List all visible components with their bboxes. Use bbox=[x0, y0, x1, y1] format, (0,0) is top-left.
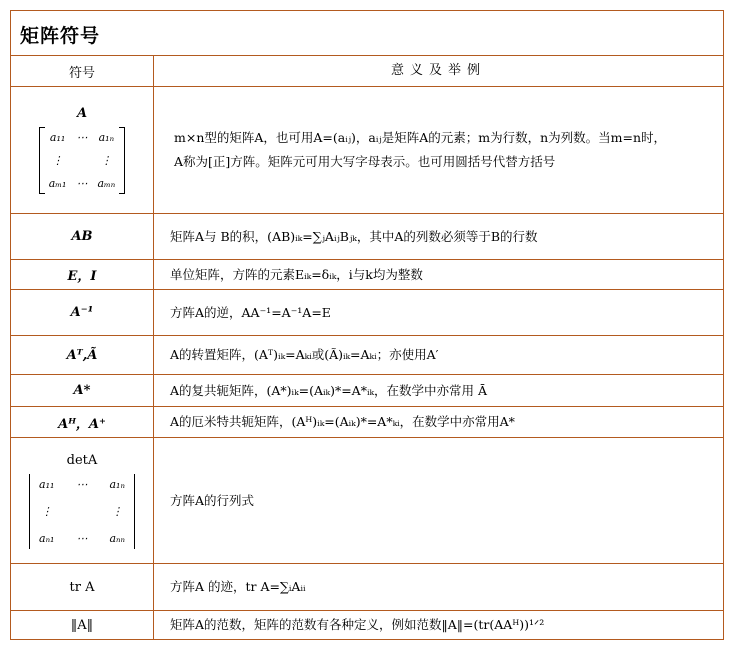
table-row bbox=[11, 336, 723, 375]
meaning-cell: 矩阵A的范数，矩阵的范数有各种定义，例如范数‖A‖=(tr(AAᴴ))¹ᐟ² bbox=[170, 617, 545, 633]
table-title-row bbox=[11, 11, 723, 56]
matrix-entry: aₘ₁ bbox=[48, 177, 67, 190]
symbol-label: A bbox=[76, 106, 88, 121]
meaning-cell: A的复共轭矩阵，(A*)ᵢₖ=(Aᵢₖ)*=A*ᵢₖ，在数学中亦常用 Ā bbox=[170, 382, 488, 398]
matrix-entry: aₙₙ bbox=[109, 531, 125, 545]
table-row bbox=[11, 407, 723, 438]
matrix-entry bbox=[76, 154, 87, 167]
symbol-cell: Aᴴ，A⁺ bbox=[58, 416, 106, 432]
meaning-cell: A的转置矩阵，(Aᵀ)ᵢₖ=Aₖᵢ或(Ã)ᵢₖ=Aₖᵢ；亦使用A′ bbox=[170, 347, 439, 363]
header-meaning: 意义及举例 bbox=[390, 62, 486, 78]
matrix-entry: a₁₁ bbox=[39, 477, 55, 491]
matrix-entry: ⋮ bbox=[52, 154, 64, 167]
symbol-cell bbox=[11, 438, 153, 563]
matrix-entry: aₙ₁ bbox=[39, 531, 55, 545]
matrix-entry: ⋮ bbox=[41, 504, 53, 518]
matrix-symbols-table bbox=[10, 10, 724, 640]
symbol-cell: tr A bbox=[69, 579, 95, 595]
matrix-entry: ⋯ bbox=[76, 477, 88, 491]
symbol-cell: A⁻¹ bbox=[70, 305, 94, 320]
matrix-entry: ⋯ bbox=[76, 177, 88, 190]
meaning-cell: 方阵A的逆，AA⁻¹=A⁻¹A=E bbox=[170, 304, 331, 320]
table-row bbox=[11, 214, 723, 260]
table-row bbox=[11, 87, 723, 214]
matrix-entry: ⋮ bbox=[111, 504, 123, 518]
header-symbol: 符号 bbox=[68, 65, 95, 81]
symbol-cell: A* bbox=[73, 383, 91, 398]
symbol-cell bbox=[11, 87, 153, 213]
meaning-cell: 矩阵A与 B的积，(AB)ᵢₖ=∑ⱼAᵢⱼBⱼₖ，其中A的列数必须等于B的行数 bbox=[170, 228, 538, 244]
meaning-cell: 方阵A的行列式 bbox=[170, 492, 255, 508]
matrix-entry: a₁ₙ bbox=[109, 477, 125, 491]
column-divider bbox=[153, 56, 154, 639]
matrix-entry bbox=[76, 505, 87, 518]
table-title: 矩阵符号 bbox=[20, 25, 101, 47]
matrix-entry: ⋯ bbox=[76, 131, 88, 144]
matrix-entry: a₁ₙ bbox=[98, 131, 115, 144]
table-row bbox=[11, 438, 723, 564]
table-row bbox=[11, 375, 723, 407]
table-row bbox=[11, 260, 723, 290]
matrix-entry: ⋯ bbox=[76, 531, 88, 545]
symbol-cell: ‖A‖ bbox=[70, 617, 94, 633]
matrix-entry: ⋮ bbox=[100, 154, 112, 167]
table-row bbox=[11, 564, 723, 611]
symbol-label: detA bbox=[66, 452, 98, 468]
meaning-cell bbox=[154, 87, 723, 213]
meaning-text: A称为[正]方阵。矩阵元可用大写字母表示。也可用圆括号代替方括号 bbox=[174, 154, 556, 169]
meaning-text: m×n型的矩阵A，也可用A=(aᵢⱼ)，aᵢⱼ是矩阵A的元素；m为行数，n为列数。当m=n时， bbox=[174, 130, 667, 146]
determinant-bars bbox=[24, 474, 140, 549]
symbol-cell: E，I bbox=[67, 269, 97, 284]
matrix-entry: aₘₙ bbox=[97, 177, 116, 190]
meaning-cell: 方阵A 的迹，tr A=∑ᵢAᵢᵢ bbox=[170, 579, 306, 595]
meaning-cell: 单位矩阵，方阵的元素Eᵢₖ=δᵢₖ，i与k均为整数 bbox=[170, 266, 423, 282]
symbol-cell: Aᵀ,Ã bbox=[66, 347, 98, 363]
matrix-entry: a₁₁ bbox=[49, 131, 66, 144]
table-row bbox=[11, 611, 723, 639]
meaning-cell: A的厄米特共轭矩阵，(Aᴴ)ᵢₖ=(Aᵢₖ)*=A*ₖᵢ，在数学中亦常用A* bbox=[170, 414, 515, 430]
symbol-cell: AB bbox=[71, 229, 93, 244]
matrix-bracket bbox=[39, 127, 125, 194]
header-row bbox=[11, 56, 723, 87]
table-row bbox=[11, 290, 723, 336]
